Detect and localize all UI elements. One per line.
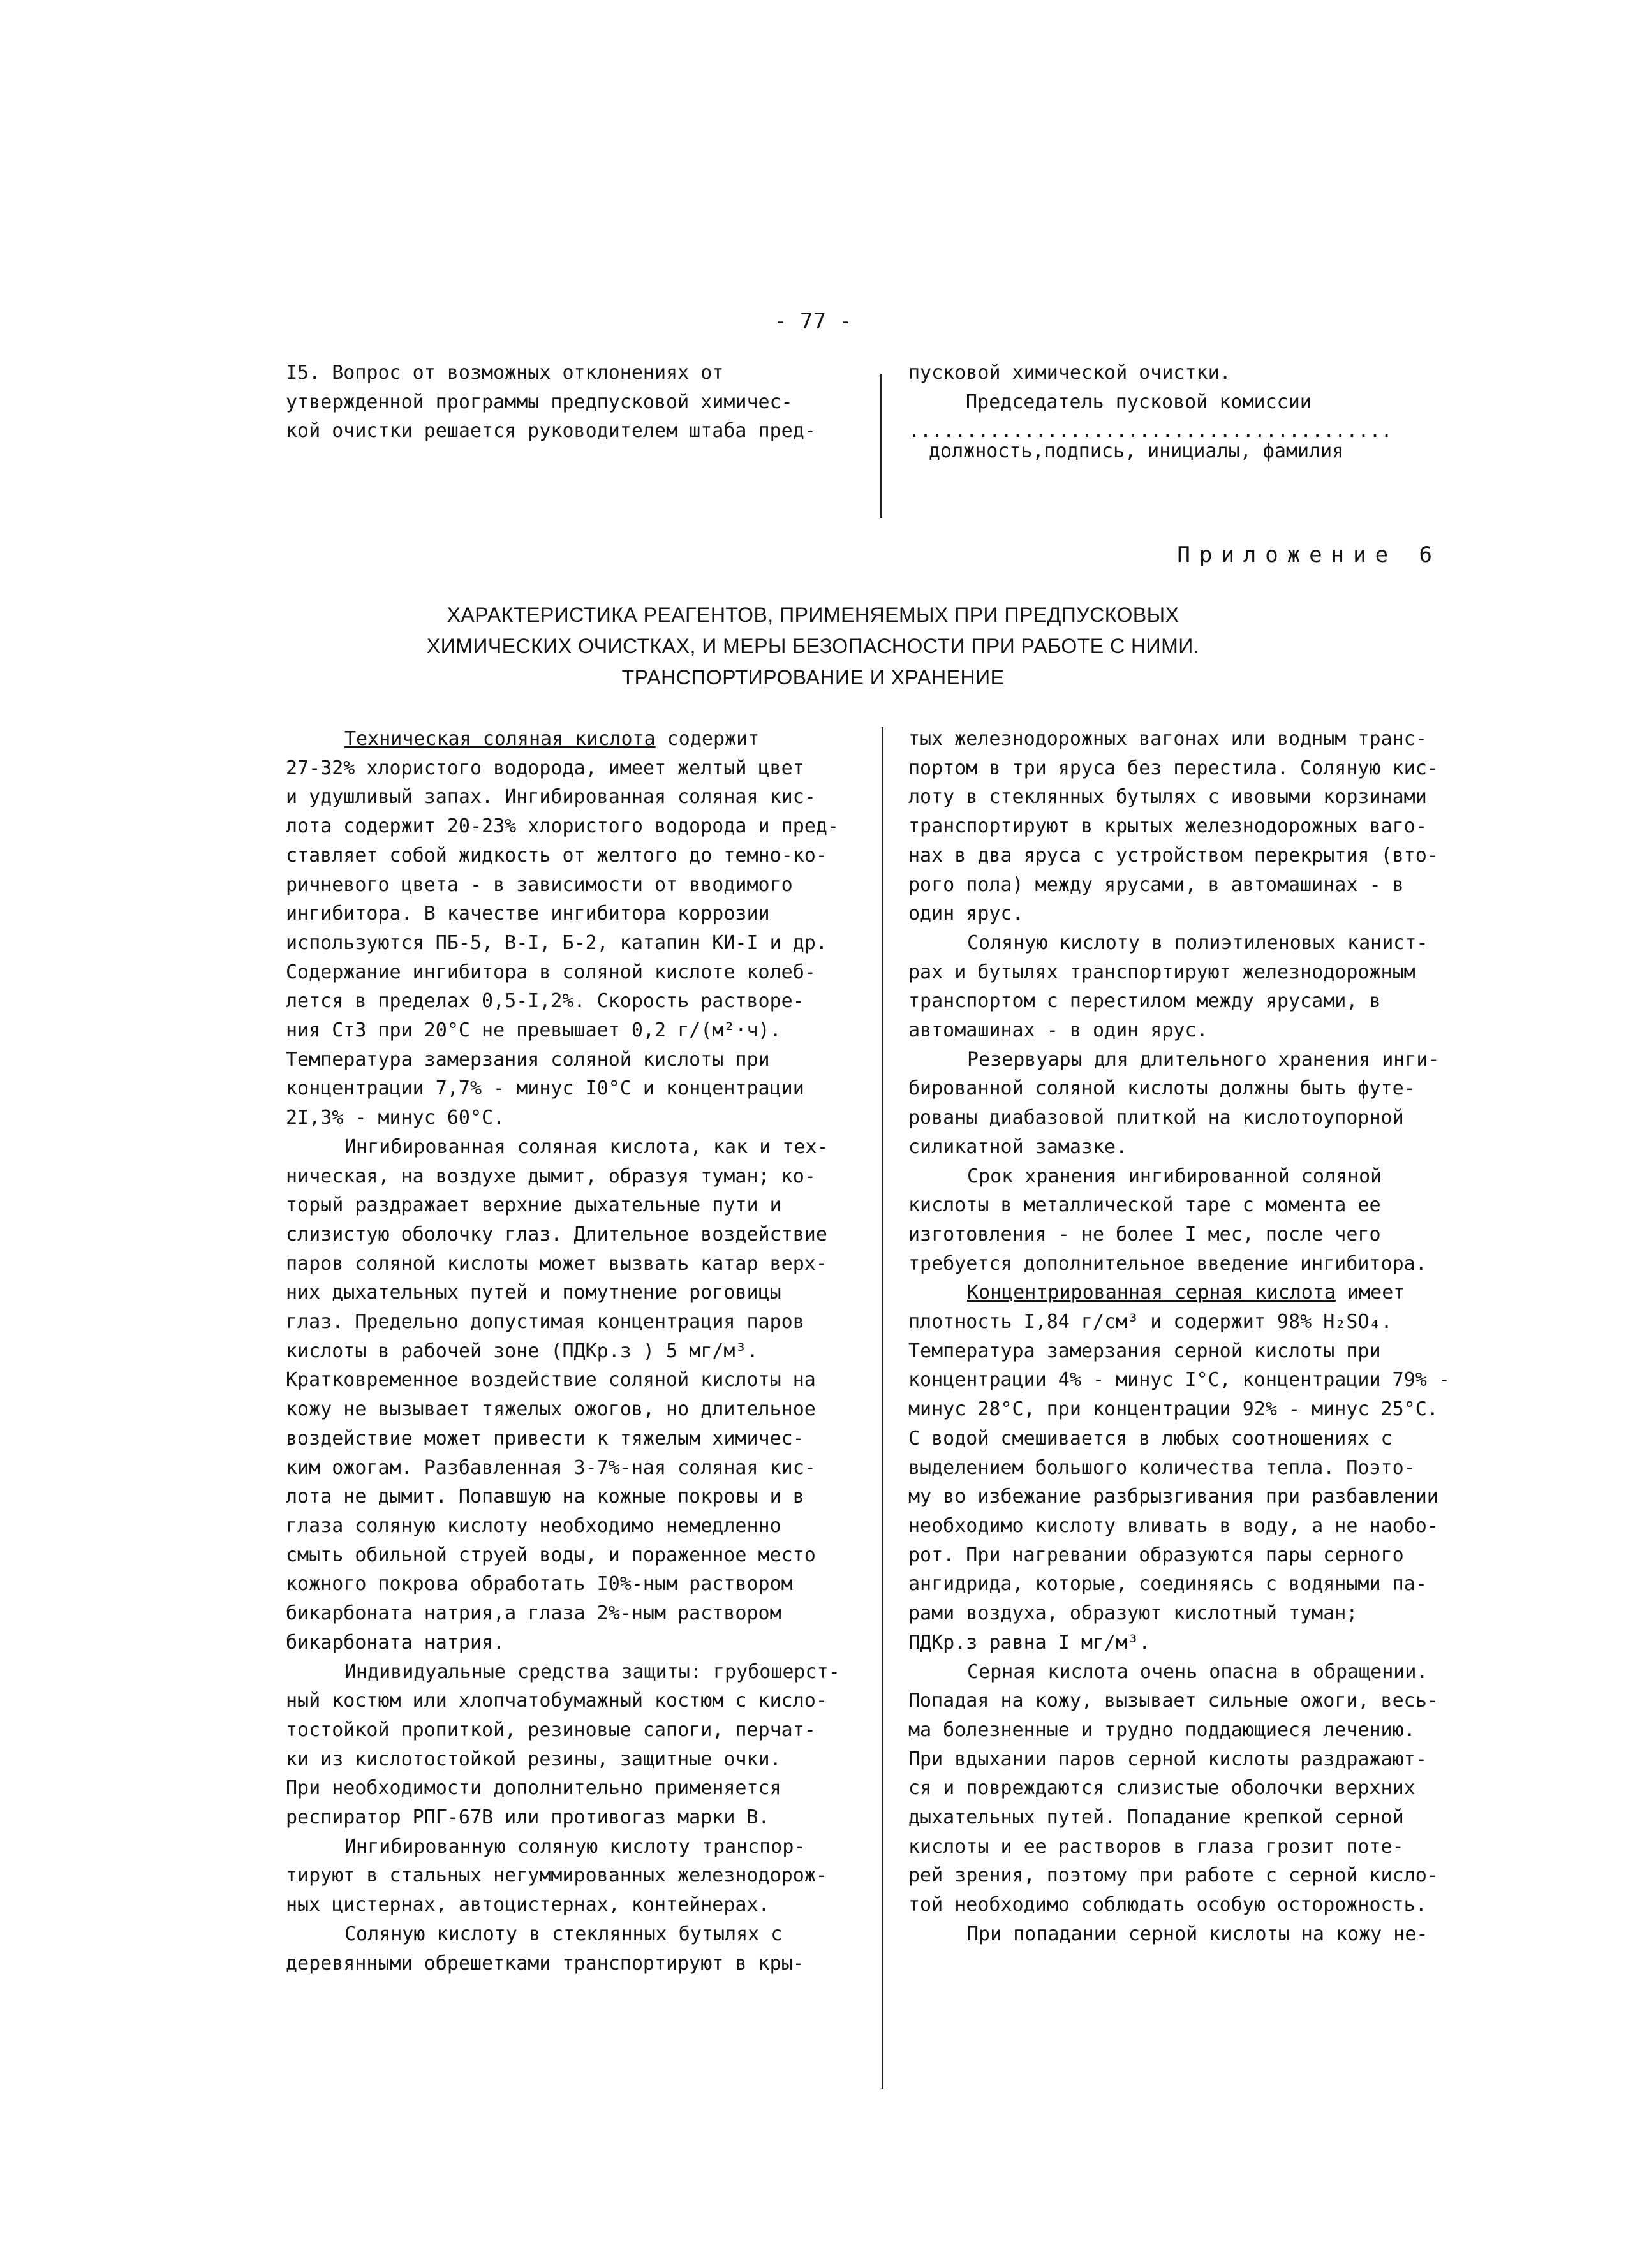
line-text: Ингибированная соляная кислота, как и тех- — [344, 1135, 829, 1158]
text-line — [908, 1774, 1482, 1803]
line-text: ки из кислотостойкой резины, защитные очки. — [286, 1748, 781, 1771]
line-text: При необходимости дополнительно применяется — [286, 1777, 781, 1800]
text-line — [286, 1424, 860, 1454]
line-text: Серная кислота очень опасна в обращении. — [967, 1660, 1428, 1683]
text-line — [286, 1074, 860, 1103]
signature-caption: должность,подпись, инициалы, фамилия — [929, 440, 1344, 463]
text-line — [908, 1803, 1482, 1832]
left-text-column — [286, 725, 860, 1978]
text-line — [286, 1220, 860, 1249]
line-text: ных цистернах, автоцистернах, контейнерах. — [286, 1894, 770, 1917]
line-text: плотность I,84 г/см³ и содержит 98% H₂SO₄. — [908, 1311, 1393, 1334]
text-line — [286, 899, 860, 929]
text-line — [286, 1278, 860, 1307]
text-line — [286, 754, 860, 783]
text-line — [286, 1541, 860, 1570]
line-text: транспортируют в крытых железнодорожных ваго- — [908, 815, 1427, 838]
line-text: портом в три яруса без перестила. Соляную кис- — [908, 756, 1438, 779]
text-line — [908, 1861, 1482, 1890]
top-left-paragraph — [286, 358, 841, 446]
text-line — [286, 1832, 860, 1862]
line-text: кислоты и ее растворов в глаза грозит поте- — [908, 1835, 1404, 1858]
line-text: ный костюм или хлопчатобумажный костюм с кисло- — [286, 1690, 827, 1712]
line-text: 27-32% хлористого водорода, имеет желтый цвет — [286, 756, 804, 779]
text-line — [908, 1162, 1482, 1191]
text-line — [908, 725, 1482, 754]
text-line — [286, 725, 860, 754]
line-text: кислоты в рабочей зоне (ПДКр.з ) 5 мг/м³. — [286, 1339, 758, 1362]
line-text: содержит — [655, 728, 760, 750]
text-line — [908, 1016, 1482, 1045]
line-text: них дыхательных путей и помутнение роговицы — [286, 1281, 781, 1304]
line-text: лется в пределах 0,5-I,2%. Скорость растворе- — [286, 990, 804, 1013]
text-line — [286, 1861, 860, 1890]
line-text: силикатной замазке. — [908, 1135, 1128, 1158]
text-line — [286, 841, 860, 871]
text-line: I5. Вопрос от возможных отклонениях от — [286, 362, 724, 384]
section-heading — [0, 600, 1626, 693]
text-line — [908, 754, 1482, 783]
line-text: рованы диабазовой плиткой на кислотоупорной — [908, 1107, 1404, 1130]
text-line — [908, 783, 1482, 812]
text-line — [286, 1890, 860, 1920]
text-line — [908, 1686, 1482, 1716]
line-text: смыть обильной струей воды, и пораженное место — [286, 1543, 816, 1566]
text-line — [286, 1307, 860, 1337]
text-line — [286, 871, 860, 900]
text-line — [908, 1424, 1482, 1454]
column-divider-top — [880, 374, 882, 518]
text-line — [908, 1599, 1482, 1628]
line-text: С водой смешивается в любых соотношениях с — [908, 1427, 1393, 1450]
line-text: концентрации 4% - минус I°С, концентрации 79% - — [908, 1369, 1450, 1392]
line-text: требуется дополнительное введение ингибитора. — [908, 1252, 1427, 1275]
line-text: рот. При нагревании образуются пары серного — [908, 1543, 1404, 1566]
line-text: один ярус. — [908, 902, 1024, 925]
text-line — [286, 1686, 860, 1716]
line-text: и удушливый запах. Ингибированная соляная кис- — [286, 786, 816, 809]
line-text: транспортом с перестилом между ярусами, в — [908, 990, 1381, 1013]
text-line — [286, 1454, 860, 1483]
line-text: паров соляной кислоты может вызвать катар верх- — [286, 1252, 827, 1275]
line-text: бикарбоната натрия. — [286, 1631, 505, 1654]
text-line — [908, 1249, 1482, 1279]
line-text: Содержание ингибитора в соляной кислоте колеб- — [286, 961, 816, 983]
line-text: рами воздуха, образуют кислотный туман; — [908, 1602, 1358, 1625]
text-line — [286, 1162, 860, 1191]
text-line — [908, 1307, 1482, 1337]
right-text-column — [908, 725, 1482, 1949]
line-text: лота не дымит. Попавшую на кожные покровы и в — [286, 1485, 804, 1508]
text-line — [286, 987, 860, 1016]
line-text: ся и повреждаются слизистые оболочки верхних — [908, 1777, 1415, 1800]
page-number: - 77 - — [774, 309, 852, 334]
text-line — [908, 812, 1482, 841]
text-line — [908, 1395, 1482, 1424]
line-text: ставляет собой жидкость от желтого до темно-ко- — [286, 844, 827, 867]
line-text: 2I,3% - минус 60°С. — [286, 1107, 505, 1130]
line-text: Индивидуальные средства защиты: грубошерст- — [344, 1660, 840, 1683]
line-text: ангидрида, которые, соединяясь с водяными па- — [908, 1573, 1427, 1596]
text-line — [286, 929, 860, 958]
text-line — [286, 783, 860, 812]
text-line — [286, 1395, 860, 1424]
line-text: Попадая на кожу, вызывает сильные ожоги, весь- — [908, 1690, 1438, 1712]
text-line — [286, 1366, 860, 1395]
line-text: воздействие может привести к тяжелым химичес- — [286, 1427, 804, 1450]
line-text: ма болезненные и трудно поддающиеся лечению. — [908, 1718, 1415, 1741]
text-line — [908, 871, 1482, 900]
text-line — [286, 1570, 860, 1599]
line-text: ким ожогам. Разбавленная 3-7%-ная соляная кис- — [286, 1456, 816, 1479]
line-text: Резервуары для длительного хранения инги- — [967, 1048, 1440, 1071]
text-line — [286, 812, 860, 841]
text-line — [908, 1512, 1482, 1541]
line-text: Температура замерзания соляной кислоты при — [286, 1048, 770, 1071]
text-line — [908, 1716, 1482, 1745]
line-text: рей зрения, поэтому при работе с серной кисло- — [908, 1864, 1438, 1887]
text-line — [908, 1074, 1482, 1103]
text-line — [908, 1920, 1482, 1949]
heading-line: ХАРАКТЕРИСТИКА РЕАГЕНТОВ, ПРИМЕНЯЕМЫХ ПРИ ПРЕДПУСКОВЫХ — [447, 603, 1179, 626]
line-text: При попадании серной кислоты на кожу не- — [967, 1922, 1428, 1945]
text-line: утвержденной программы предпусковой химичес- — [286, 390, 793, 413]
text-line — [286, 1920, 860, 1949]
line-text: Кратковременное воздействие соляной кислоты на — [286, 1369, 816, 1392]
line-text: тых железнодорожных вагонах или водным транс- — [908, 728, 1427, 750]
text-line — [286, 1337, 860, 1366]
chairman-label: Председатель пусковой комиссии — [966, 390, 1312, 413]
text-line — [908, 987, 1482, 1016]
line-text: ричневого цвета - в зависимости от вводимого — [286, 873, 793, 896]
line-text: автомашинах - в один ярус. — [908, 1019, 1208, 1042]
line-text: ния Ст3 при 20°С не превышает 0,2 г/(м²·ч). — [286, 1019, 781, 1042]
heading-line: ХИМИЧЕСКИХ ОЧИСТКАХ, И МЕРЫ БЕЗОПАСНОСТИ ПРИ РАБОТЕ С НИМИ. — [426, 635, 1200, 658]
appendix-label: Приложение 6 — [1177, 542, 1441, 568]
line-text: глаза соляную кислоту необходимо немедленно — [286, 1514, 781, 1537]
text-line: кой очистки решается руководителем штаба пред- — [286, 420, 816, 443]
line-text: минус 28°С, при концентрации 92% - минус 25°С. — [908, 1398, 1438, 1421]
text-line — [286, 1482, 860, 1512]
line-text: рах и бутылях транспортируют железнодорожным — [908, 961, 1415, 983]
line-text: Соляную кислоту в стеклянных бутылях с — [344, 1922, 783, 1945]
line-text: деревянными обрешетками транспортируют в кры- — [286, 1952, 804, 1975]
line-text: выделением большого количества тепла. Поэто- — [908, 1456, 1415, 1479]
line-text: торый раздражает верхние дыхательные пути и — [286, 1194, 781, 1217]
line-text: тируют в стальных негуммированных железнодорож- — [286, 1864, 827, 1887]
line-text: бикарбоната натрия,а глаза 2%-ным раствором — [286, 1602, 781, 1625]
text-line — [286, 1803, 860, 1832]
line-text: респиратор РПГ-67В или противогаз марки В. — [286, 1806, 770, 1829]
text-line — [908, 1133, 1482, 1162]
text-line — [286, 1512, 860, 1541]
line-text: дыхательных путей. Попадание крепкой серной — [908, 1806, 1404, 1829]
line-text: той необходимо соблюдать особую осторожность. — [908, 1894, 1427, 1917]
line-text: При вдыхании паров серной кислоты раздражают- — [908, 1748, 1427, 1771]
line-text: бированной соляной кислоты должны быть футе- — [908, 1077, 1415, 1100]
text-line — [286, 1599, 860, 1628]
text-line — [908, 1454, 1482, 1483]
text-line — [286, 1016, 860, 1045]
text-line — [286, 1745, 860, 1774]
line-text: кислоты в металлической таре с момента ее — [908, 1194, 1381, 1217]
text-line — [908, 1890, 1482, 1920]
text-line — [908, 1570, 1482, 1599]
text-line — [908, 899, 1482, 929]
line-text: необходимо кислоту вливать в воду, а не наобо- — [908, 1514, 1438, 1537]
text-line — [286, 1249, 860, 1279]
line-text: используются ПБ-5, В-I, Б-2, катапин КИ-I и др. — [286, 931, 827, 954]
text-line — [908, 1628, 1482, 1658]
top-right-signature-block — [908, 358, 1476, 466]
text-line — [286, 1774, 860, 1803]
text-line — [286, 1658, 860, 1687]
text-line — [908, 1191, 1482, 1220]
text-line — [286, 1716, 860, 1745]
line-text: изготовления - не более I мес, после чего — [908, 1223, 1381, 1246]
text-line — [286, 1191, 860, 1220]
text-line — [286, 1628, 860, 1658]
line-text: му во избежание разбрызгивания при разбавлении — [908, 1485, 1438, 1508]
text-line — [908, 1745, 1482, 1774]
text-line — [286, 1949, 860, 1978]
line-text: Ингибированную соляную кислоту транспор- — [344, 1835, 806, 1858]
text-line — [908, 1278, 1482, 1307]
text-line — [908, 1832, 1482, 1862]
text-line — [286, 958, 860, 987]
line-text: Соляную кислоту в полиэтиленовых канист- — [967, 931, 1428, 954]
line-text: глаз. Предельно допустимая концентрация паров — [286, 1311, 804, 1334]
text-line — [908, 1482, 1482, 1512]
heading-line: ТРАНСПОРТИРОВАНИЕ И ХРАНЕНИЕ — [621, 666, 1005, 689]
signature-dotted-line: .......................................... — [908, 420, 1393, 443]
text-line: пусковой химической очистки. — [908, 362, 1231, 384]
text-line — [908, 1658, 1482, 1687]
text-line — [908, 1337, 1482, 1366]
line-text: рого пола) между ярусами, в автомашинах - в — [908, 873, 1404, 896]
line-text: нах в два яруса с устройством перекрытия (вто- — [908, 844, 1438, 867]
line-text: концентрации 7,7% - минус I0°С и концентрации — [286, 1077, 804, 1100]
line-text: Срок хранения ингибированной соляной — [967, 1165, 1382, 1188]
line-text: ПДКр.з равна I мг/м³. — [908, 1631, 1151, 1654]
text-line — [286, 1103, 860, 1133]
column-divider-body — [882, 727, 883, 2089]
line-text: ингибитора. В качестве ингибитора коррозии — [286, 902, 770, 925]
line-text: тостойкой пропиткой, резиновые сапоги, перчат- — [286, 1718, 816, 1741]
line-text: ническая, на воздухе дымит, образуя туман; ко- — [286, 1165, 816, 1188]
text-line — [908, 841, 1482, 871]
underlined-term: Концентрированная серная кислота — [967, 1281, 1336, 1304]
line-text: лоту в стеклянных бутылях с ивовыми корзинами — [908, 786, 1427, 809]
text-line — [908, 1045, 1482, 1075]
line-text: имеет — [1335, 1281, 1405, 1304]
line-text: лота содержит 20-23% хлористого водорода и пред- — [286, 815, 839, 838]
line-text: кожного покрова обработать I0%-ным раствором — [286, 1573, 793, 1596]
line-text: Температура замерзания серной кислоты при — [908, 1339, 1381, 1362]
underlined-term: Техническая соляная кислота — [344, 728, 656, 750]
text-line — [908, 929, 1482, 958]
text-line — [908, 1103, 1482, 1133]
text-line — [908, 1220, 1482, 1249]
text-line — [908, 1541, 1482, 1570]
text-line — [286, 1133, 860, 1162]
text-line — [908, 1366, 1482, 1395]
line-text: слизистую оболочку глаз. Длительное воздействие — [286, 1223, 827, 1246]
text-line — [908, 958, 1482, 987]
line-text: кожу не вызывает тяжелых ожогов, но длительное — [286, 1398, 816, 1421]
text-line — [286, 1045, 860, 1075]
